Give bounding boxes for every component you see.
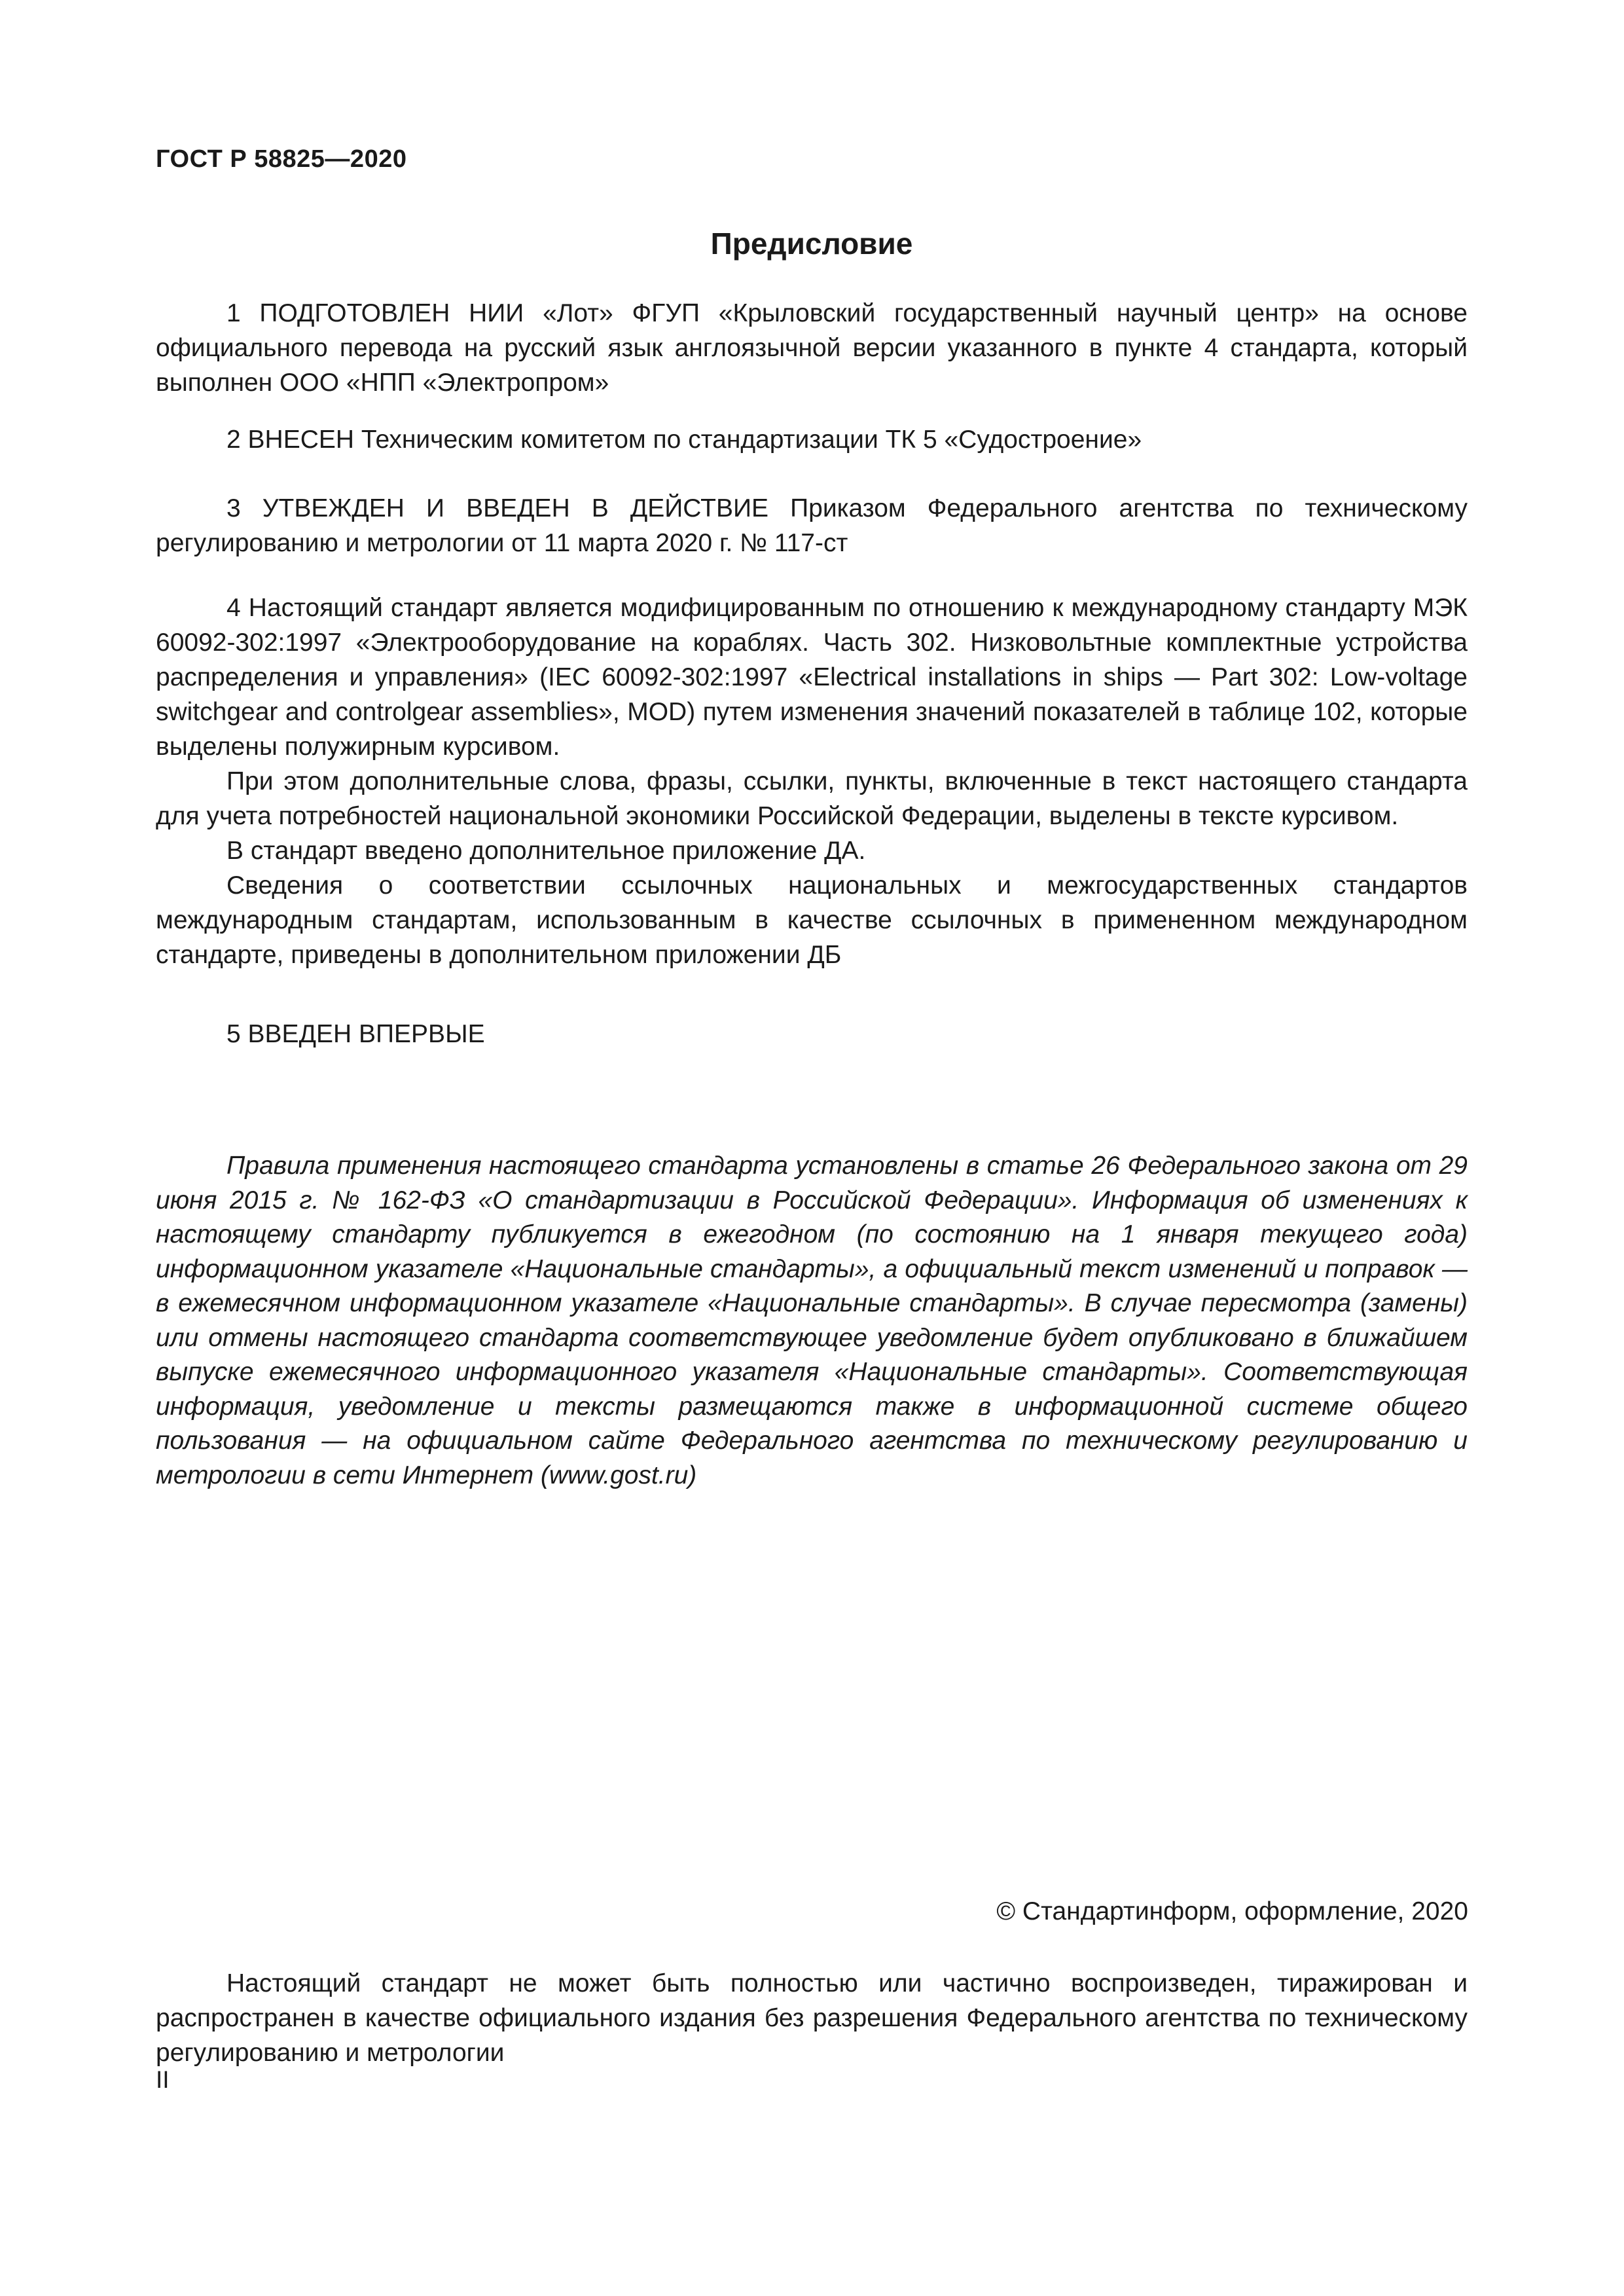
section-5-text: 5 ВВЕДЕН ВПЕРВЫЕ (226, 1020, 485, 1048)
section-1-text: 1 ПОДГОТОВЛЕН НИИ «Лот» ФГУП «Крыловский государственный научный центр» на основе официального перевода на русский язык англоязычной версии указанного в пункте 4 стандарта, который выполнен ООО «НПП «Электропром» (156, 299, 1468, 397)
section-2-text: 2 ВНЕСЕН Техническим комитетом по стандартизации ТК 5 «Судостроение» (226, 426, 1142, 454)
section-4-paragraph-2: При этом дополнительные слова, фразы, ссылки, пункты, включенные в текст настоящего стандарта для учета потребностей национальной экономики Российской Федерации, выделены в тексте курсивом. (156, 767, 1468, 830)
section-4-paragraph-3: В стандарт введено дополнительное приложение ДА. (226, 837, 866, 865)
application-rules-text: Правила применения настоящего стандарта установлены в статье 26 Федерального закона от 29 июня 2015 г. № 162-ФЗ «О стандартизации в Российской Федерации». Информация об изменениях к настоящему стандарту публикуется в ежегодном (по состоянию на 1 января текущего года) информационном указателе «Национальные стандарты», а официальный текст изменений и поправок — в ежемесячном информационном указателе «Национальные стандарты». В случае пересмотра (замены) или отмены настоящего стандарта соответствующее уведомление будет опубликовано в ближайшем выпуске ежемесячного информационного указателя «Национальные стандарты». Соответствующая информация, уведомление и тексты размещаются также в информационной системе общего пользования — на официальном сайте Федерального агентства по техническому регулированию и метрологии в сети Интернет (www.gost.ru) (156, 1152, 1468, 1489)
section-4 (156, 591, 1468, 972)
section-3 (156, 491, 1468, 560)
section-3-text: 3 УТВЕЖДЕН И ВВЕДЕН В ДЕЙСТВИЕ Приказом Федерального агентства по техническому регулированию и метрологии от 11 марта 2020 г. № 117-ст (156, 494, 1468, 557)
section-2 (156, 422, 1468, 457)
reproduction-notice: Настоящий стандарт не может быть полностью или частично воспроизведен, тиражирован и распространен в качестве официального издания без разрешения Федерального агентства по техническому регулированию и метрологии (156, 1969, 1468, 2067)
page-title: Предисловие (710, 227, 913, 261)
section-5 (156, 1017, 1468, 1051)
section-4-paragraph-1: 4 Настоящий стандарт является модифицированным по отношению к международному стандарту МЭК 60092-302:1997 «Электрооборудование на кораблях. Часть 302. Низковольтные комплектные устройства распределения и управления» (IEC 60092-302:1997 «Electrical installations in ships — Part 302: Low-voltage switchgear and controlgear assemblies», MOD) путем изменения значений показателей в таблице 102, которые выделены полужирным курсивом. (156, 594, 1468, 761)
page-number: II (156, 2066, 170, 2093)
section-1 (156, 296, 1468, 400)
standard-code: ГОСТ Р 58825—2020 (156, 145, 407, 173)
copyright-line: © Стандартинформ, оформление, 2020 (996, 1897, 1468, 1925)
section-4-paragraph-4: Сведения о соответствии ссылочных национальных и межгосударственных стандартов международным стандартам, использованным в качестве ссылочных в примененном международном стандарте, приведены в дополнительном приложении ДБ (156, 871, 1468, 969)
